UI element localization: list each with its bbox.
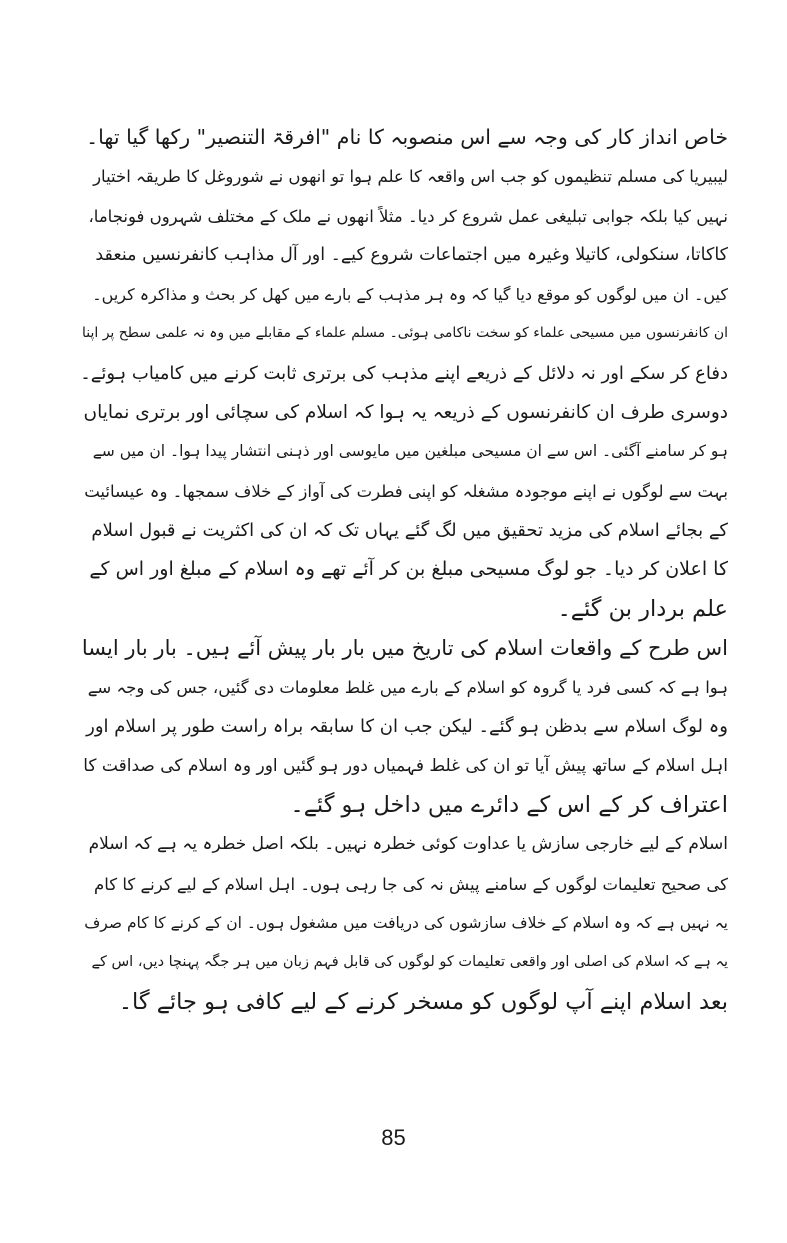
text-line: کاکاتا، سنکولی، کاتیلا وغیرہ میں اجتماعات شروع کیے۔ اور آل مذاہب کانفرنسیں منعقد (95, 244, 728, 265)
text-line: خاص انداز کار کی وجہ سے اس منصوبہ کا نام "افرقۃ التنصیر" رکھا گیا تھا۔ (86, 125, 728, 149)
text-line: ہو کر سامنے آگئی۔ اس سے ان مسیحی مبلغین میں مایوسی اور ذہنی انتشار پیدا ہوا۔ ان میں سے (92, 442, 728, 461)
text-line: اہل اسلام کے ساتھ پیش آیا تو ان کی غلط فہمیاں دور ہو گئیں اور وہ اسلام کی صداقت کا (83, 755, 728, 776)
paragraph-3 (78, 393, 728, 629)
paragraph-2 (78, 157, 728, 393)
text-line: یہ نہیں ہے کہ وہ اسلام کے خلاف سازشوں کی دریافت میں مشغول ہوں۔ ان کے کرنے کا کام صرف (84, 913, 728, 932)
text-line: بعد اسلام اپنے آپ لوگوں کو مسخر کرنے کے لیے کافی ہو جائے گا۔ (118, 988, 728, 1015)
paragraph-5 (78, 825, 728, 1021)
text-line: یہ ہے کہ اسلام کی اصلی اور واقعی تعلیمات کو لوگوں کی قابل فہم زبان میں ہر جگہ پہنچا دیں، اس کے (91, 954, 728, 971)
text-line: کے بجائے اسلام کی مزید تحقیق میں لگ گئے یہاں تک کہ ان کی اکثریت نے قبول اسلام (91, 519, 728, 541)
text-line: کا اعلان کر دیا۔ جو لوگ مسیحی مبلغ بن کر آئے تھے وہ اسلام کے مبلغ اور اس کے (89, 558, 728, 581)
text-line: علم بردار بن گئے۔ (557, 595, 728, 622)
text-line: ہوا ہے کہ کسی فرد یا گروہ کو اسلام کے بارے میں غلط معلومات دی گئیں، جس کی وجہ سے (87, 678, 728, 698)
text-line: نہیں کیا بلکہ جوابی تبلیغی عمل شروع کر دیا۔ مثلاً انھوں نے ملک کے مختلف شہروں فونجاما، (88, 206, 728, 226)
text-line: دفاع کر سکے اور نہ دلائل کے ذریعے اپنے مذہب کی برتری ثابت کرنے میں کامیاب ہوئے۔ (80, 362, 728, 384)
text-line: کیں۔ ان میں لوگوں کو موقع دیا گیا کہ وہ ہر مذہب کے بارے میں کھل کر بحث و مذاکرہ کریں۔ (92, 285, 728, 305)
text-line: کی صحیح تعلیمات لوگوں کے سامنے پیش نہ کی جا رہی ہوں۔ اہل اسلام کے لیے کرنے کا کام (94, 874, 728, 894)
text-line: وہ لوگ اسلام سے بدظن ہو گئے۔ لیکن جب ان کا سابقہ براہ راست طور پر اسلام اور (86, 716, 728, 738)
text-line: لیبیریا کی مسلم تنظیموں کو جب اس واقعہ کا علم ہوا تو انھوں نے شوروغل کا طریقہ اختیار (93, 167, 728, 187)
text-line: اسلام کے لیے خارجی سازش یا عداوت کوئی خطرہ نہیں۔ بلکہ اصل خطرہ یہ ہے کہ اسلام (88, 834, 728, 855)
text-line: اعتراف کر کے اس کے دائرے میں داخل ہو گئے۔ (290, 792, 728, 819)
page-number: 85 (381, 1125, 406, 1150)
text-line: دوسری طرف ان کانفرنسوں کے ذریعہ یہ ہوا کہ اسلام کی سچائی اور برتری نمایاں (83, 402, 728, 424)
page-body-text (78, 118, 728, 1022)
paragraph-4 (78, 629, 728, 825)
paragraph-1 (78, 118, 728, 157)
text-line: اس طرح کے واقعات اسلام کی تاریخ میں بار بار پیش آئے ہیں۔ بار بار ایسا (81, 635, 728, 660)
text-line: ان کانفرنسوں میں مسیحی علماء کو سخت ناکامی ہوئی۔ مسلم علماء کے مقابلے میں وہ نہ علمی سطح پر اپنا (81, 325, 728, 342)
text-line: بہت سے لوگوں نے اپنے موجودہ مشغلہ کو اپنی فطرت کی آواز کے خلاف سمجھا۔ وہ عیسائیت (84, 481, 728, 501)
